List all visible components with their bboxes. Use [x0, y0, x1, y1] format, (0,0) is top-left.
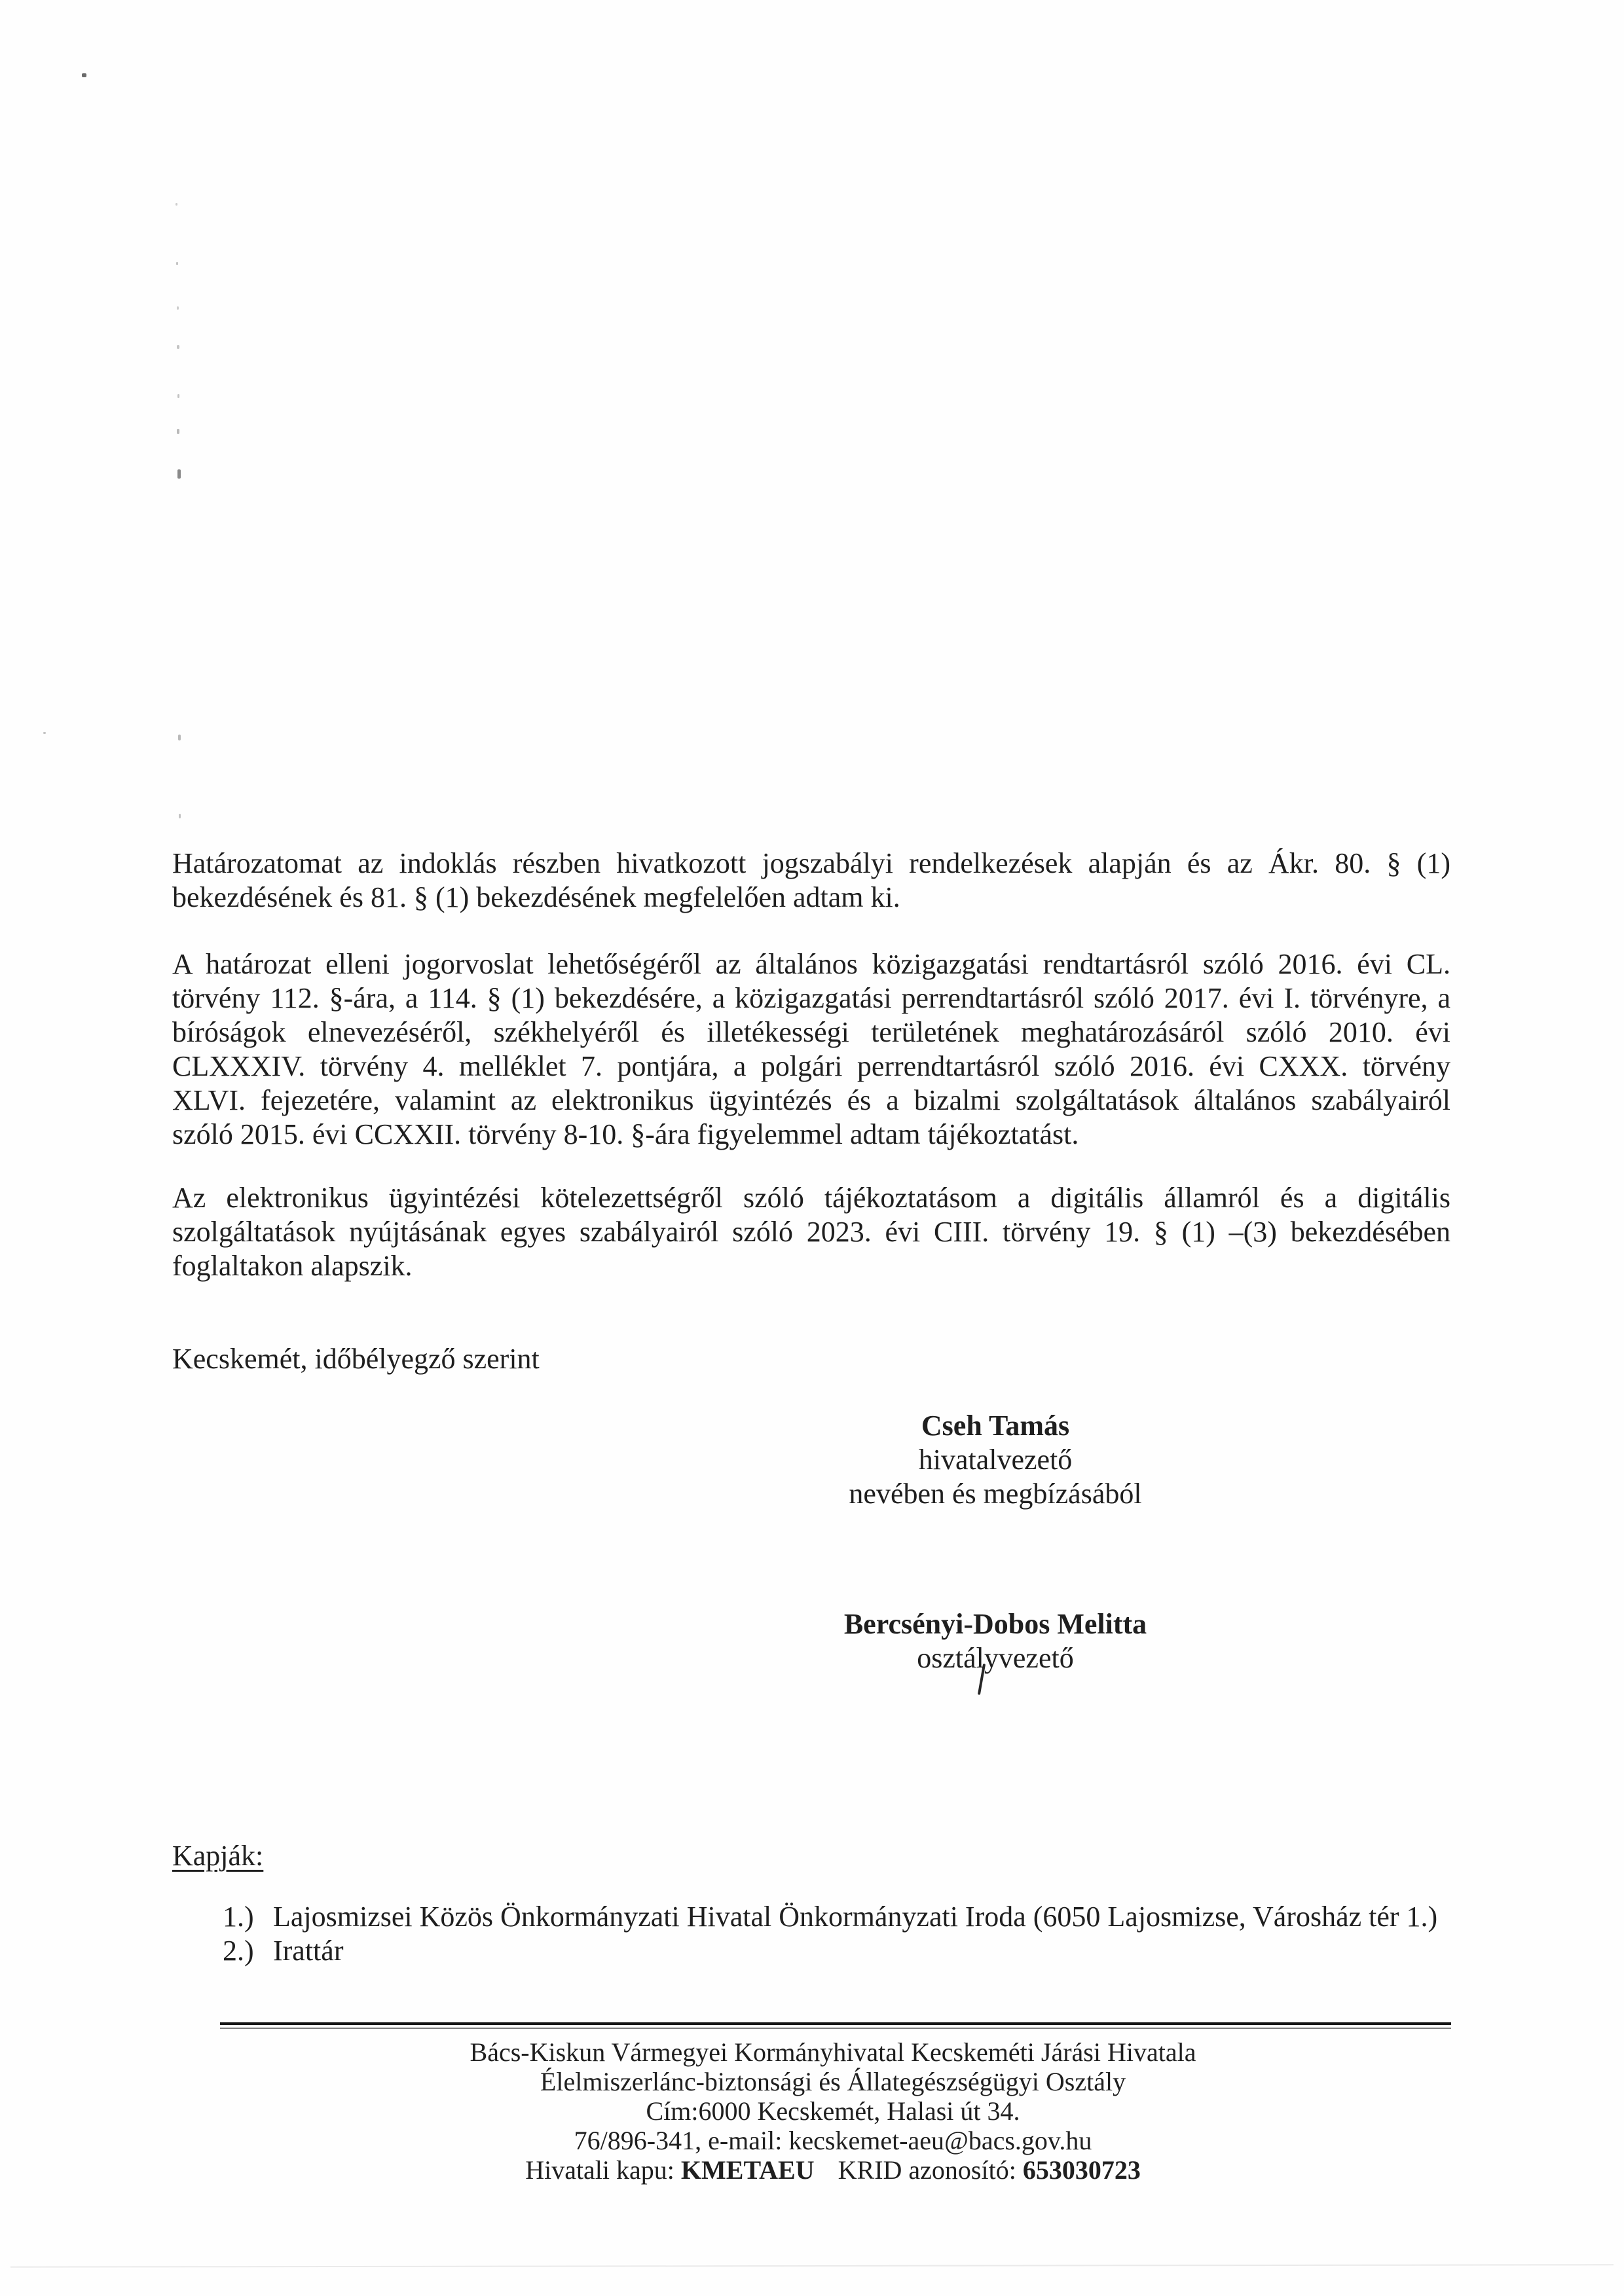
krid-value: 653030723	[1022, 2155, 1141, 2185]
text-line: Az elektronikus ügyintézési kötelezettségről szóló tájékoztatásom a digitális államról és a digitális	[172, 1182, 1450, 1214]
signatory-primary-note: nevében és megbízásából	[849, 1478, 1142, 1510]
text-line: Határozatomat az indoklás részben hivatkozott jogszabályi rendelkezések alapján és az Ákr. 80. § (1)	[172, 847, 1450, 879]
text-line: törvény 112. §-ára, a 114. § (1) bekezdésére, a közigazgatási perrendtartásról szóló 2017. évi I. törvényre, a	[172, 982, 1450, 1014]
text-line: XLVI. fejezetére, valamint az elektronikus ügyintézés és a bizalmi szolgáltatások általános szabályairól	[172, 1084, 1450, 1116]
recipient-number: 2.)	[223, 1935, 254, 1967]
text-line: szolgáltatások nyújtásának egyes szabályairól szóló 2023. évi CIII. törvény 19. § (1) –(3) bekezdésében	[172, 1216, 1450, 1248]
dateline: Kecskemét, időbélyegző szerint	[172, 1343, 540, 1375]
text-line: foglaltakon alapszik.	[172, 1250, 413, 1282]
signatory-primary-name: Cseh Tamás	[921, 1410, 1070, 1442]
recipient-text: Irattár	[273, 1935, 344, 1967]
text-line: bíróságok elnevezéséről, székhelyéről és illetékességi területének meghatározásáról szóló 2010. évi	[172, 1016, 1450, 1048]
footer-department-name: Élelmiszerlánc-biztonsági és Állategészségügyi Osztály	[540, 2067, 1126, 2096]
text-line: A határozat elleni jogorvoslat lehetőségéről az általános közigazgatási rendtartásról szóló 2016. évi CL.	[172, 948, 1450, 980]
recipient-row	[172, 1934, 1482, 1968]
scan-speck	[179, 814, 181, 818]
portal-label: Hivatali kapu:	[525, 2155, 674, 2185]
scan-speck	[82, 73, 86, 77]
text-line: CLXXXIV. törvény 4. melléklet 7. pontjára, a polgári perrendtartásról szóló 2016. évi CXXX. törvény	[172, 1050, 1450, 1082]
footer-portal-line	[202, 2155, 1464, 2185]
recipient-row	[172, 1900, 1482, 1934]
signatory-secondary-name: Bercsényi-Dobos Melitta	[843, 1608, 1147, 1640]
scan-speck	[177, 345, 179, 349]
krid-label: KRID azonosító:	[838, 2155, 1016, 2185]
e-administration-paragraph	[172, 1181, 1450, 1283]
signatory-primary-title: hivatalvezető	[918, 1444, 1073, 1476]
signatory-primary-block	[668, 1409, 1323, 1511]
footer-rule-light	[220, 2028, 1451, 2029]
appeal-information-paragraph	[172, 947, 1450, 1152]
recipients-heading: Kapják:	[172, 1840, 264, 1872]
scan-speck	[177, 306, 179, 310]
signatory-secondary-block	[668, 1607, 1323, 1675]
recipient-text: Lajosmizsei Közös Önkormányzati Hivatal Önkormányzati Iroda (6050 Lajosmizse, Városház tér 1.)	[273, 1901, 1438, 1933]
footer-block	[202, 2037, 1464, 2185]
scan-speck	[175, 203, 177, 206]
scan-speck	[178, 735, 181, 740]
scan-speck	[177, 429, 179, 434]
footer-rule-heavy	[220, 2022, 1451, 2025]
legal-basis-paragraph	[172, 847, 1450, 915]
recipient-number: 1.)	[223, 1901, 254, 1933]
footer-office-name: Bács-Kiskun Vármegyei Kormányhivatal Kecskeméti Járási Hivatala	[470, 2037, 1196, 2067]
scan-speck	[177, 469, 181, 479]
scan-speck	[43, 732, 46, 734]
signatory-secondary-title: osztályvezető	[917, 1642, 1074, 1674]
scan-speck	[176, 262, 178, 265]
footer-address: Cím:6000 Kecskemét, Halasi út 34.	[646, 2096, 1020, 2126]
text-line: szóló 2015. évi CCXXII. törvény 8-10. §-ára figyelemmel adtam tájékoztatást.	[172, 1118, 1079, 1150]
text-line: bekezdésének és 81. § (1) bekezdésének megfelelően adtam ki.	[172, 881, 900, 913]
recipients-list	[172, 1900, 1482, 1968]
scan-speck	[177, 394, 179, 398]
footer-contact: 76/896-341, e-mail: kecskemet-aeu@bacs.gov.hu	[574, 2126, 1092, 2155]
scan-fold-line	[10, 2264, 1614, 2267]
portal-code: KMETAEU	[680, 2155, 815, 2185]
